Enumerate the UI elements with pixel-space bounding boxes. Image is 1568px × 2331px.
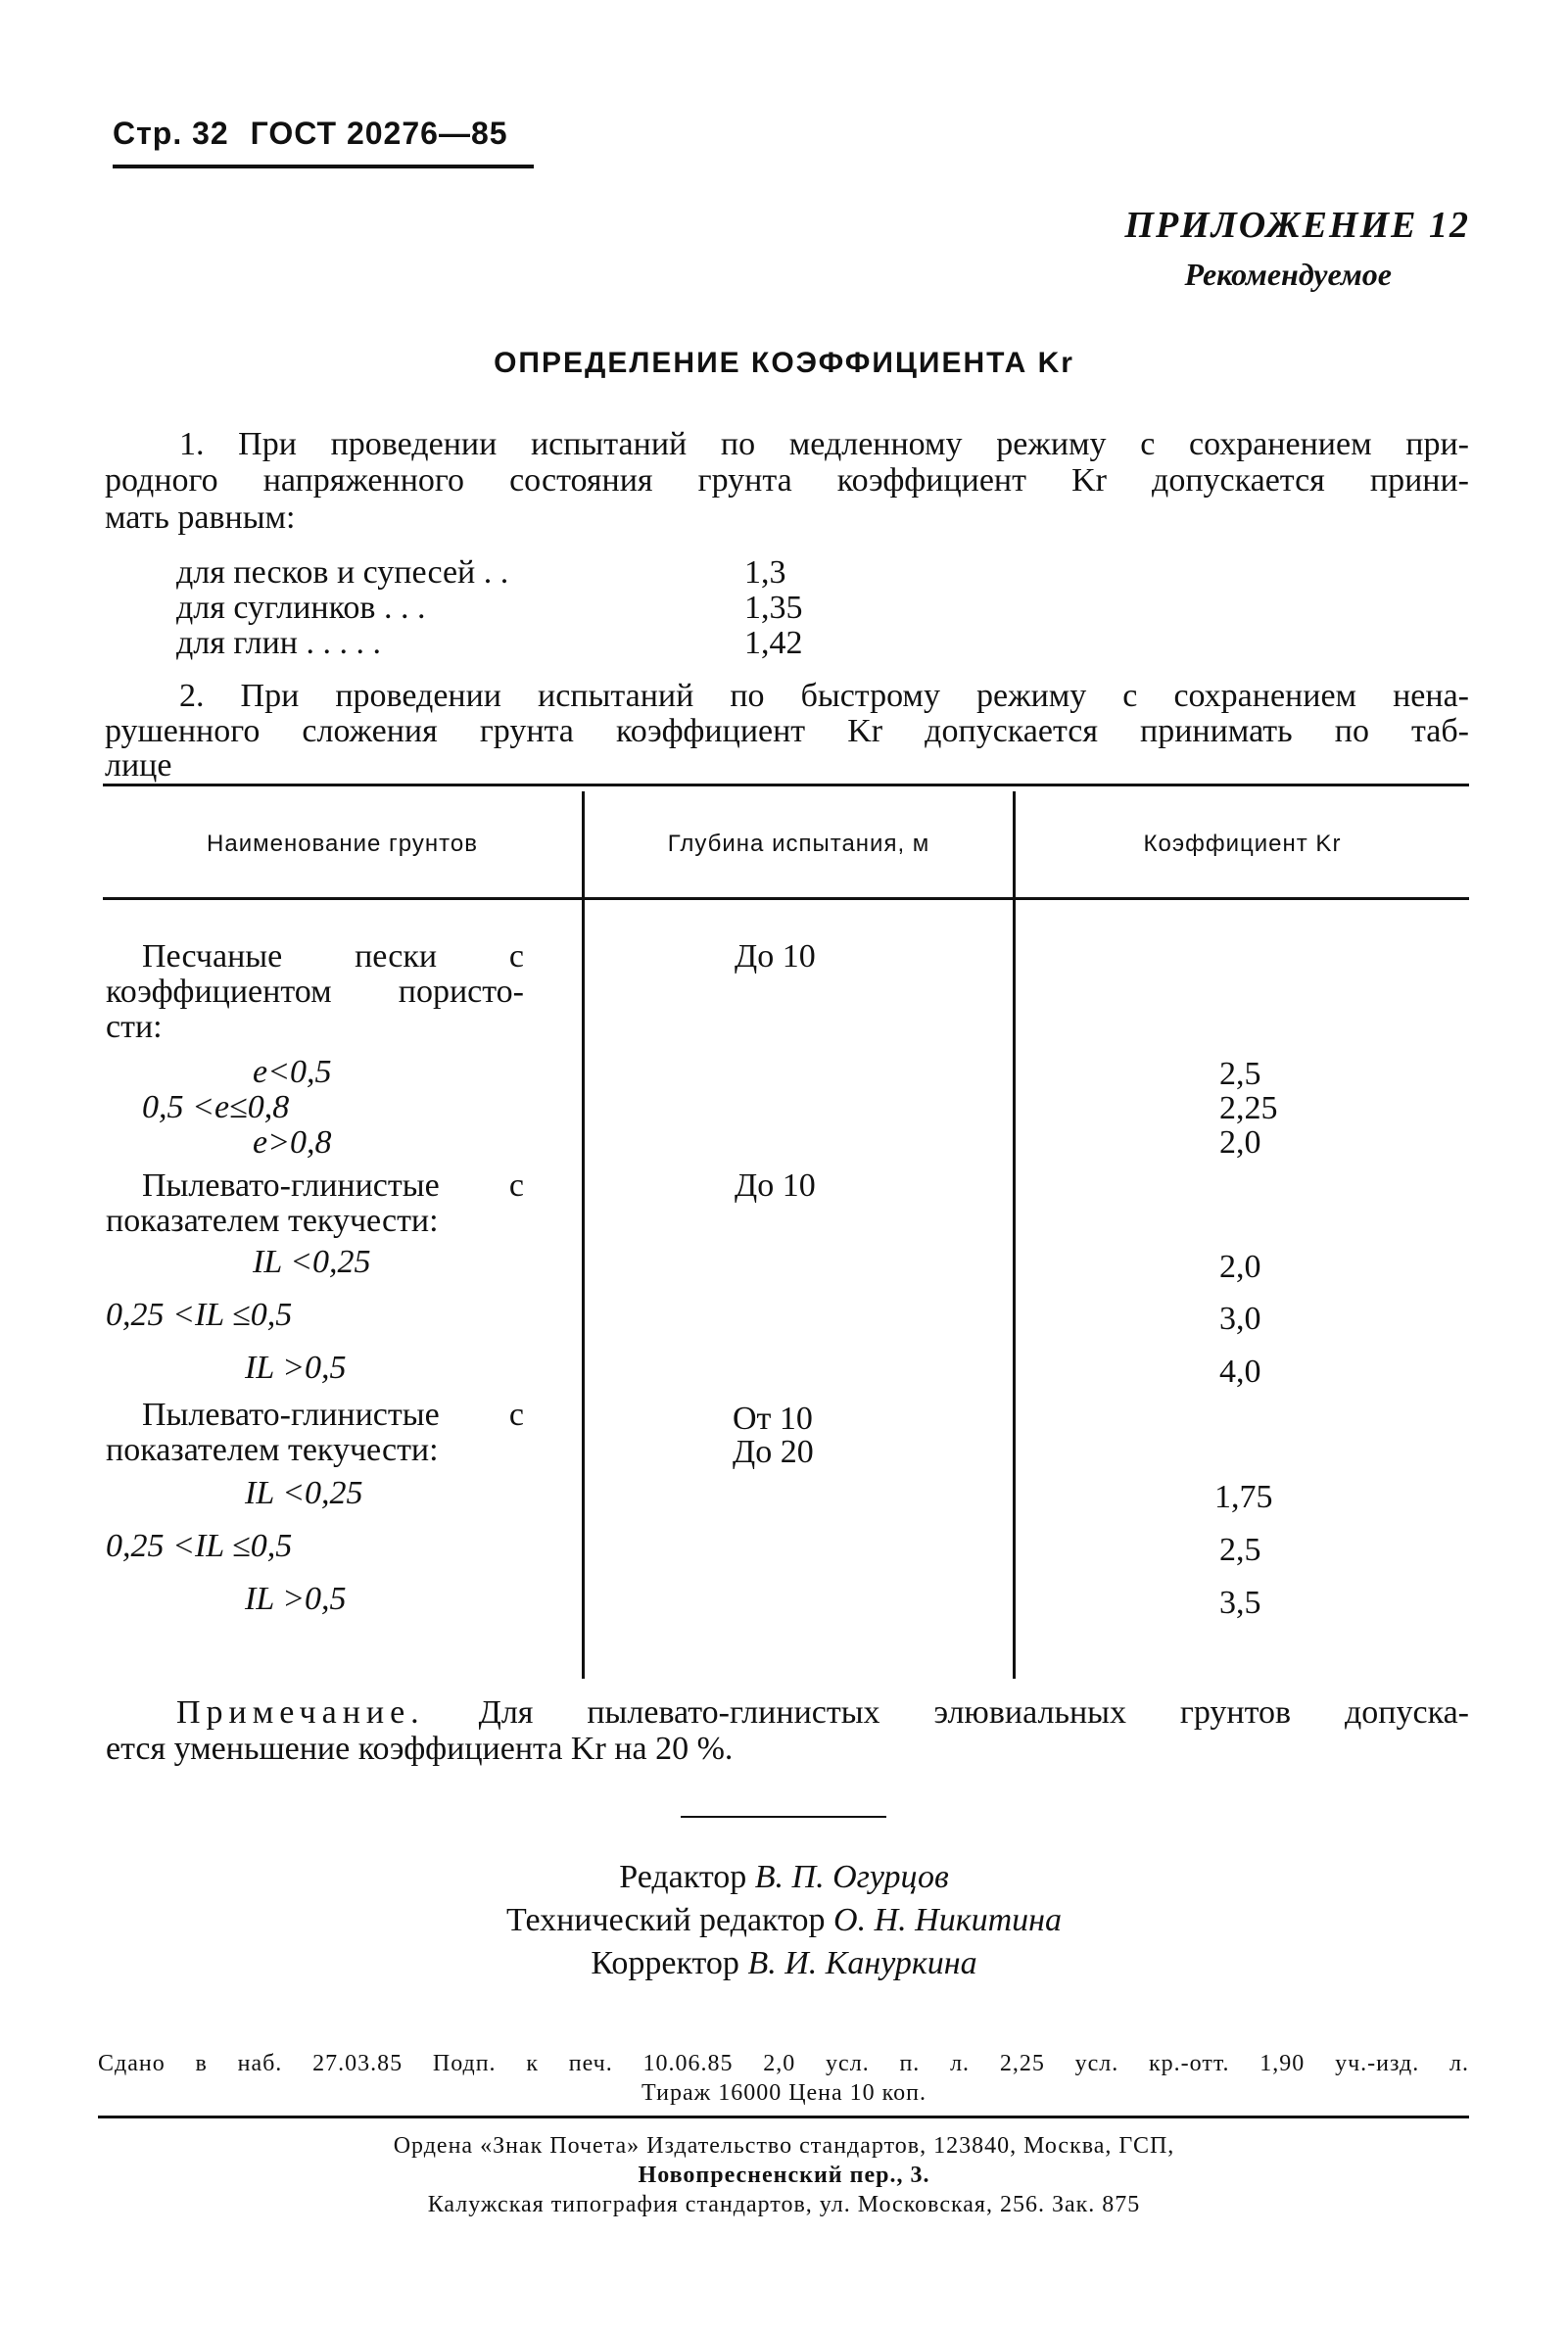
coefficient-value: 2,5	[1219, 1056, 1261, 1092]
coefficient-value: 2,0	[1219, 1249, 1261, 1285]
condition: IL <0,25	[253, 1244, 371, 1280]
list-item-label: для глин . . . . .	[176, 625, 381, 661]
coefficient-value: 3,0	[1219, 1301, 1261, 1337]
table-col-divider	[1013, 900, 1016, 1679]
list-item-label: для песков и супесей . .	[176, 554, 509, 591]
condition: 0,5 <e≤0,8	[142, 1089, 290, 1125]
note-label: Примечание.	[176, 1694, 425, 1731]
table-header-coefficient: Коэффициент Kr	[1143, 831, 1342, 857]
condition: 0,25 <IL ≤0,5	[106, 1297, 293, 1333]
credit-tech-editor	[0, 1902, 1568, 1938]
para1-line1: 1. При проведении испытаний по медленному режиму с сохранением при-	[179, 426, 1469, 462]
list-item-value: 1,42	[744, 625, 803, 661]
coefficient-value: 4,0	[1219, 1354, 1261, 1390]
table-header-depth: Глубина испытания, м	[667, 831, 930, 857]
group-name-line: показателем текучести:	[106, 1203, 439, 1239]
credit-person: О. Н. Никитина	[833, 1902, 1063, 1938]
coefficient-value: 1,75	[1214, 1479, 1273, 1515]
imprint-line1: Сдано в наб. 27.03.85 Подп. к печ. 10.06.85 2,0 усл. п. л. 2,25 усл. кр.-отт. 1,90 уч.-изд. л.	[98, 2051, 1469, 2076]
credit-role: Технический редактор	[505, 1902, 826, 1938]
group-name-line: Песчаные пески с	[142, 938, 524, 975]
appendix-subtitle: Рекомендуемое	[1184, 257, 1392, 292]
condition: e<0,5	[253, 1054, 332, 1090]
condition: e>0,8	[253, 1124, 332, 1161]
page-header	[113, 116, 508, 152]
note-line1	[176, 1694, 1469, 1731]
group-name-line: сти:	[106, 1009, 163, 1045]
group-name-line: Пылевато-глинистые с	[142, 1167, 524, 1204]
credit-person: В. П. Огурцов	[754, 1859, 949, 1895]
coefficient-value: 2,0	[1219, 1124, 1261, 1161]
imprint-rule	[98, 2116, 1469, 2118]
para2-line2: рушенного сложения грунта коэффициент Kr допускается принимать по таб-	[105, 713, 1469, 749]
table-top-rule	[103, 784, 1469, 786]
condition: IL >0,5	[245, 1581, 347, 1617]
credit-person: В. И. Кануркина	[747, 1945, 977, 1981]
section-title: ОПРЕДЕЛЕНИЕ КОЭФФИЦИЕНТА Kr	[494, 347, 1074, 379]
group-depth: До 10	[735, 1167, 816, 1204]
page-number: Стр. 32	[113, 116, 229, 151]
table-header-rule	[103, 897, 1469, 900]
condition: 0,25 <IL ≤0,5	[106, 1528, 293, 1564]
group-name-line: коэффициентом пористо-	[106, 974, 524, 1010]
credit-editor	[0, 1859, 1568, 1895]
group-name-line: Пылевато-глинистые с	[142, 1397, 524, 1433]
table-col-divider	[582, 900, 585, 1679]
para2-line3: лице	[105, 747, 172, 784]
list-item-label: для суглинков . . .	[176, 590, 426, 626]
header-rule	[113, 165, 534, 168]
appendix-title: ПРИЛОЖЕНИЕ 12	[1124, 205, 1470, 246]
para1-line3: мать равным:	[105, 500, 296, 536]
publisher-line1: Ордена «Знак Почета» Издательство стандартов, 123840, Москва, ГСП,	[393, 2133, 1175, 2159]
credit-role: Корректор	[591, 1945, 739, 1981]
coefficient-value: 2,25	[1219, 1090, 1278, 1126]
group-name-line: показателем текучести:	[106, 1432, 439, 1468]
credit-role: Редактор	[619, 1859, 747, 1895]
para2-line1: 2. При проведении испытаний по быстрому режиму с сохранением нена-	[179, 678, 1469, 714]
coefficient-value: 2,5	[1219, 1532, 1261, 1568]
condition: IL >0,5	[245, 1350, 347, 1386]
credit-proofreader	[0, 1945, 1568, 1981]
imprint-line2: Тираж 16000 Цена 10 коп.	[641, 2080, 927, 2106]
group-depth: До 20	[733, 1434, 814, 1470]
group-depth: От 10	[733, 1401, 813, 1437]
group-depth: До 10	[735, 938, 816, 975]
standard-number: ГОСТ 20276—85	[250, 116, 508, 151]
publisher-line3: Калужская типография стандартов, ул. Московская, 256. Зак. 875	[427, 2192, 1141, 2217]
coefficient-value: 3,5	[1219, 1585, 1261, 1621]
credits-separator	[681, 1816, 886, 1818]
table-header-soil: Наименование грунтов	[207, 831, 478, 857]
list-item-value: 1,3	[744, 554, 786, 591]
note-line2: ется уменьшение коэффициента Kr на 20 %.	[106, 1731, 734, 1767]
condition: IL <0,25	[245, 1475, 363, 1511]
para1-line2: родного напряженного состояния грунта коэффициент Kr допускается прини-	[105, 462, 1469, 499]
list-item-value: 1,35	[744, 590, 803, 626]
note-text: Для пылевато-глинистых элювиальных грунтов допуска-	[478, 1694, 1469, 1731]
publisher-line2: Новопресненский пер., 3.	[638, 2163, 930, 2188]
